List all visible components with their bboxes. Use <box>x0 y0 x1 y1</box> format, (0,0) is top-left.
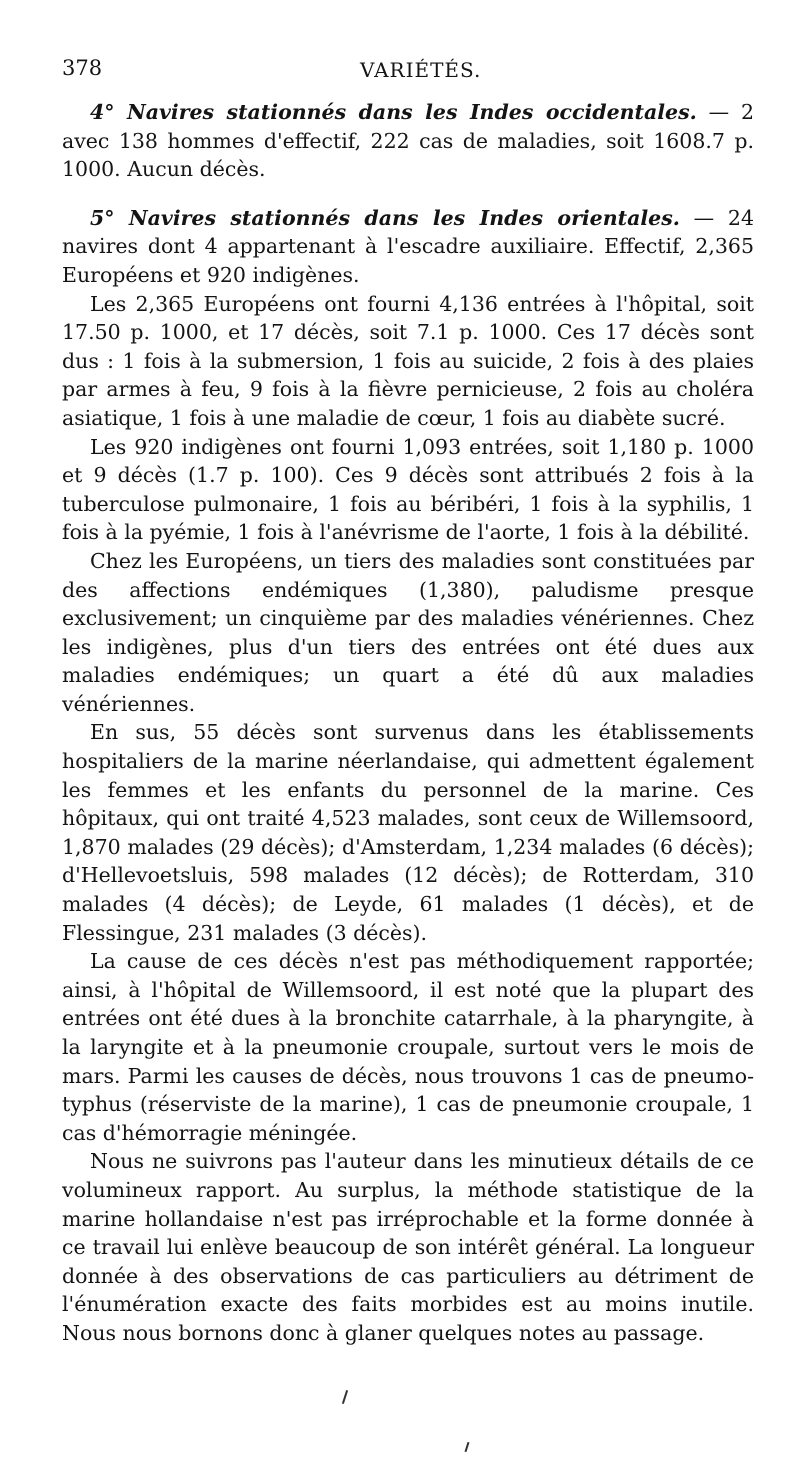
section-text-5: — 24 navires dont 4 appartenant à l'escadre auxiliaire. Effectif, 2,365 Européens et 920 indigènes. <box>62 205 754 287</box>
section-heading-5: 5° Navires stationnés dans les Indes orientales. <box>90 205 680 230</box>
paragraph-hopitaux: En sus, 55 décès sont survenus dans les établissements hospitaliers de la marine néerlandaise, qui admettent également les femmes et les enfants du personnel de la marine. Ces hôpitaux, qui ont traité 4,523 malades, sont ceux de Willemsoord, 1,870 malades (29 décès); d'Amsterdam, 1,234 malades (6 décès); d'Hellevoetsluis, 598 malades (12 décès); de Rotterdam, 310 malades (4 décès); de Leyde, 61 malades (1 décès), et de Flessingue, 231 malades (3 décès). <box>62 720 754 945</box>
section-paragraph-5 <box>62 204 754 290</box>
paragraph-conclusion: Nous ne suivrons pas l'auteur dans les minutieux détails de ce volumineux rapport. Au surplus, la méthode statistique de la marine hollandaise n'est pas irréprochable et la forme donnée à ce travail lui enlève beaucoup de son intérêt général. La longueur donnée à des observations de cas particuliers au détriment de l'énumération exacte des faits morbides est au moins inutile. Nous nous bornons donc à glaner quelques notes au passage. <box>62 1149 754 1345</box>
body-text <box>62 98 754 1348</box>
section-paragraph-4 <box>62 98 754 184</box>
page-number: 378 <box>62 56 103 80</box>
section-heading-4: 4° Navires stationnés dans les Indes occidentales. <box>90 100 697 124</box>
paragraph-maladies: Chez les Européens, un tiers des maladies sont constituées par des affections endémiques (1,380), paludisme presque exclusivement; un cinquième par des maladies vénériennes. Chez les indigènes, plus d'un tiers des entrées ont été dues aux maladies endémiques; un quart a été dû aux maladies vénériennes. <box>62 548 754 716</box>
page-header <box>62 56 752 86</box>
running-title: VARIÉTÉS. <box>360 58 482 82</box>
section-text-4: — 2 avec 138 hommes d'effectif, 222 cas de maladies, soit 1608.7 p. 1000. Aucun décès. <box>62 100 754 182</box>
paragraph-europeens: Les 2,365 Européens ont fourni 4,136 entrées à l'hôpital, soit 17.50 p. 1000, et 17 décès, soit 7.1 p. 1000. Ces 17 décès sont dus : 1 fois à la submersion, 1 fois au suicide, 2 fois à des plaies par armes à feu, 9 fois à la fièvre pernicieuse, 2 fois au choléra asiatique, 1 fois à une maladie de cœur, 1 fois au diabète sucré. <box>62 291 754 430</box>
print-speck <box>465 1442 470 1452</box>
print-speck <box>342 1390 348 1404</box>
paragraph-causes: La cause de ces décès n'est pas méthodiquement rapportée; ainsi, à l'hôpital de Willemsoord, il est noté que la plupart des entrées ont été dues à la bronchite catarrhale, à la pharyngite, à la laryngite et à la pneumonie croupale, surtout vers le mois de mars. Parmi les causes de décès, nous trouvons 1 cas de pneumo-typhus (réserviste de la marine), 1 cas de pneumonie croupale, 1 cas d'hémorragie méningée. <box>62 949 754 1145</box>
paragraph-indigenes: Les 920 indigènes ont fourni 1,093 entrées, soit 1,180 p. 1000 et 9 décès (1.7 p. 100). Ces 9 décès sont attribués 2 fois à la tuberculose pulmonaire, 1 fois au béribéri, 1 fois à la syphilis, 1 fois à la pyémie, 1 fois à l'anévrisme de l'aorte, 1 fois à la débilité. <box>62 434 754 545</box>
